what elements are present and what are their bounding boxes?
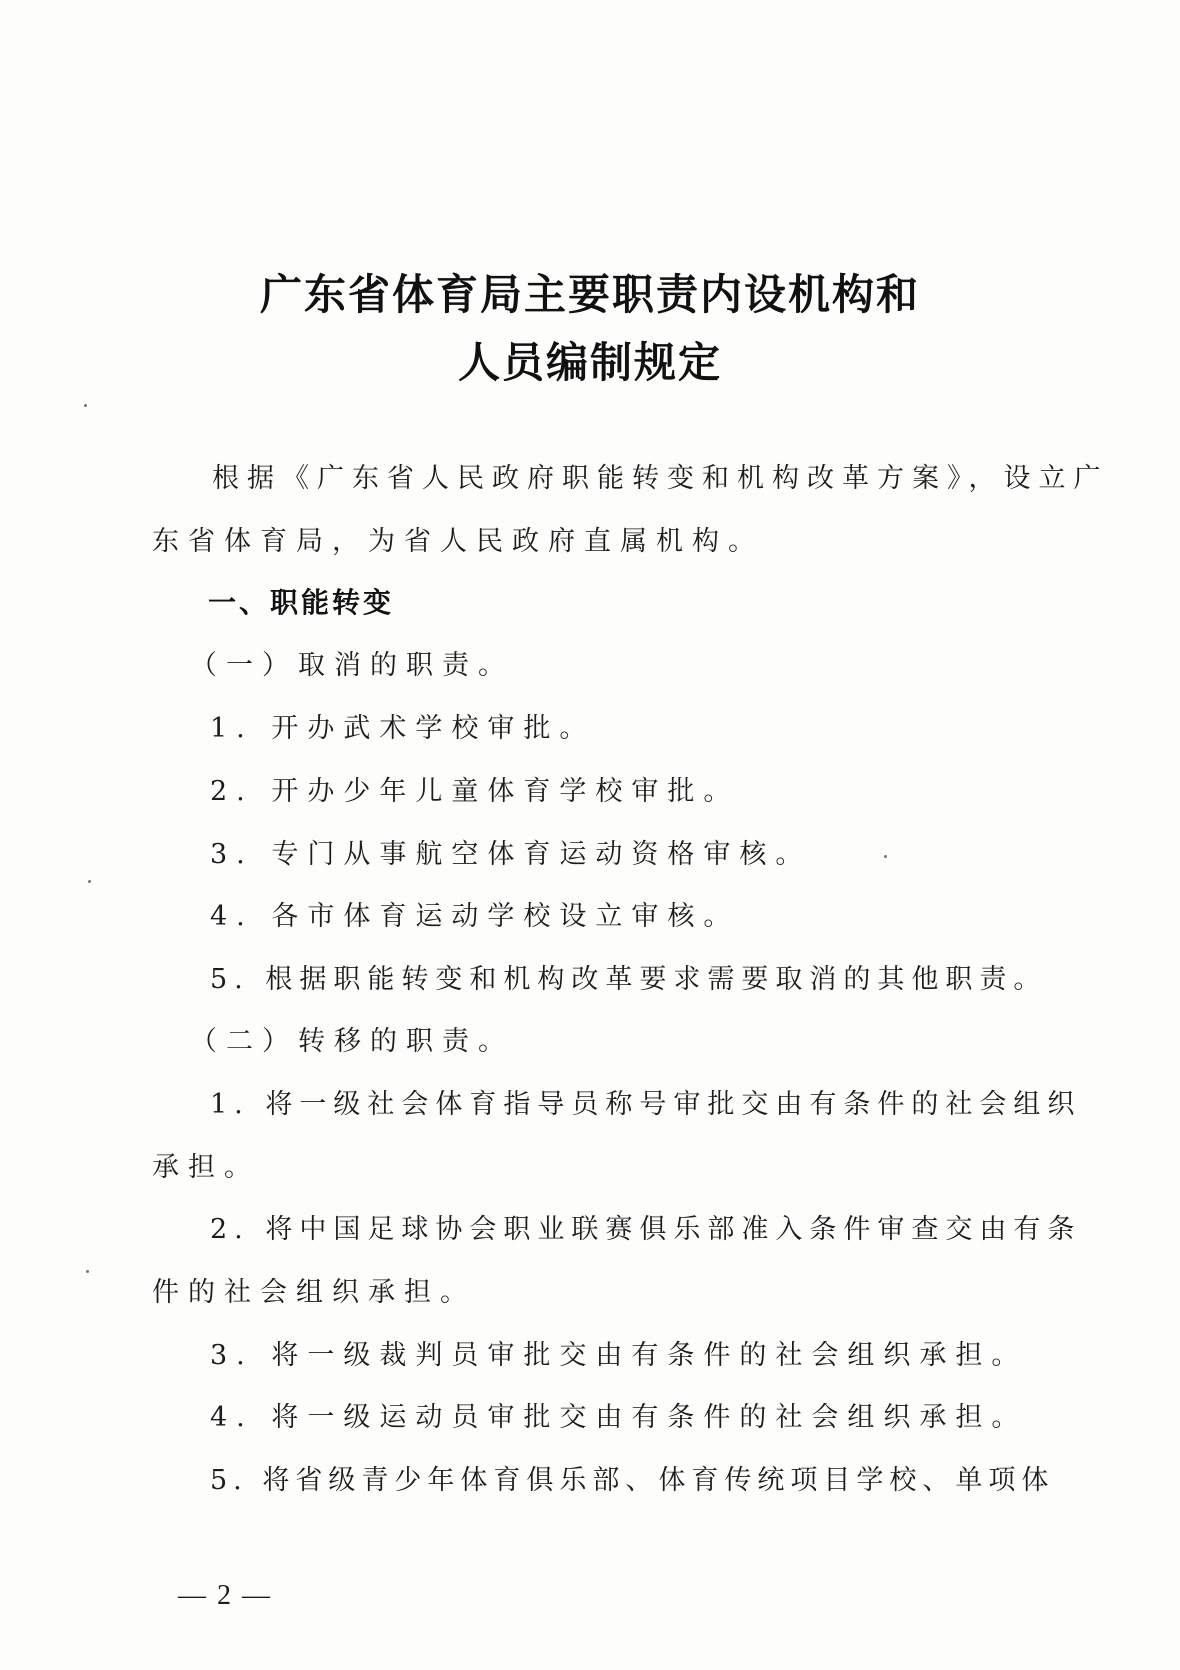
scan-speck	[884, 855, 887, 858]
document-title-line-1: 广东省体育局主要职责内设机构和	[259, 270, 920, 319]
scan-speck	[84, 404, 87, 407]
transferred-duty-item: 2. 将中国足球协会职业联赛俱乐部准入条件审查交由有条	[210, 1214, 1082, 1245]
document-title-line-2: 人员编制规定	[457, 338, 722, 387]
page-number: — 2 —	[178, 1580, 272, 1611]
cancelled-duty-item: 3. 专门从事航空体育运动资格审核。	[210, 839, 812, 870]
transferred-duty-item: 3. 将一级裁判员审批交由有条件的社会组织承担。	[210, 1340, 1028, 1371]
cancelled-duty-item: 5. 根据职能转变和机构改革要求需要取消的其他职责。	[210, 964, 1048, 995]
subsection-heading-cancelled-duties: （一）取消的职责。	[190, 650, 514, 681]
cancelled-duty-item: 2. 开办少年儿童体育学校审批。	[210, 776, 740, 807]
scan-speck	[86, 1270, 89, 1273]
scan-speck	[88, 880, 91, 883]
section-heading-function-transformation: 一、职能转变	[208, 586, 395, 619]
transferred-duty-item: 4. 将一级运动员审批交由有条件的社会组织承担。	[210, 1402, 1028, 1433]
transferred-duty-item-continuation: 承担。	[152, 1152, 260, 1183]
subsection-heading-transferred-duties: （二）转移的职责。	[190, 1026, 514, 1057]
transferred-duty-item: 1. 将一级社会体育指导员称号审批交由有条件的社会组织	[210, 1089, 1082, 1120]
transferred-duty-item-continuation: 件的社会组织承担。	[152, 1277, 476, 1308]
intro-paragraph-line-2: 东省体育局，为省人民政府直属机构。	[152, 526, 764, 557]
transferred-duty-item: 5. 将省级青少年体育俱乐部、体育传统项目学校、单项体	[210, 1465, 1055, 1496]
cancelled-duty-item: 4. 各市体育运动学校设立审核。	[210, 901, 740, 932]
cancelled-duty-item: 1. 开办武术学校审批。	[210, 713, 596, 744]
intro-paragraph-line-1: 根据《广东省人民政府职能转变和机构改革方案》，设立广	[212, 463, 1109, 494]
